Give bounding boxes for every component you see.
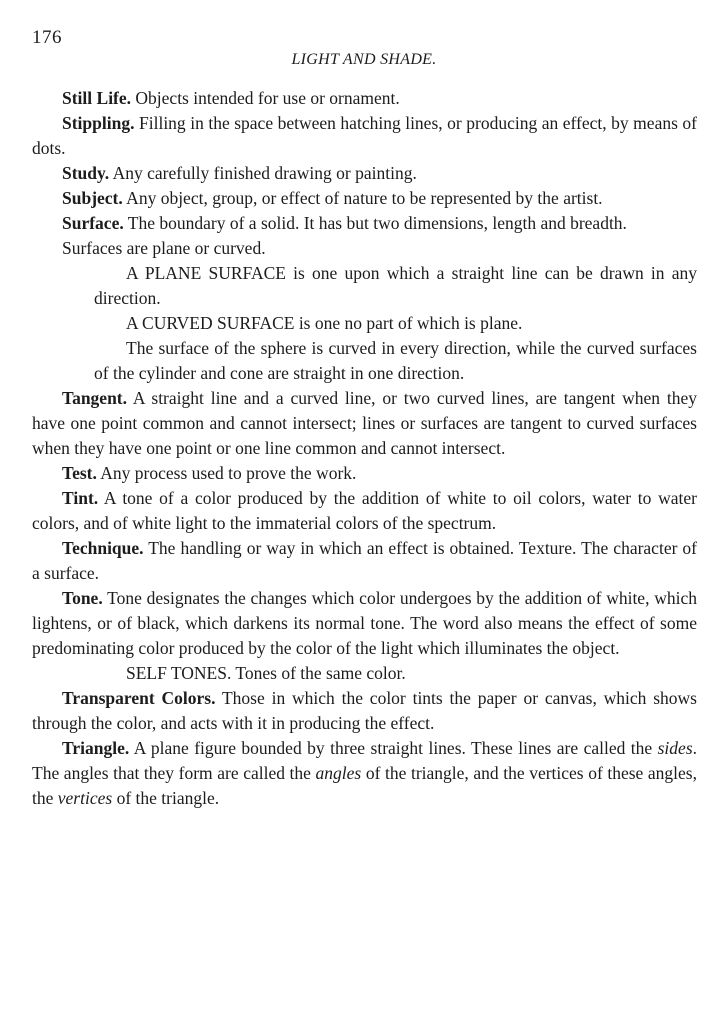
definition-text: The boundary of a solid. It has but two dimensions, length and breadth. [123, 213, 627, 233]
definition-paragraph [32, 211, 697, 236]
body-text [32, 86, 697, 811]
definition-text: A PLANE SURFACE is one upon which a straight line can be drawn in any direction. [94, 263, 697, 308]
term-label: Tone. [62, 588, 103, 608]
definition-text: The surface of the sphere is curved in every direction, while the curved surfaces of the cylinder and cone are straight in one direction. [94, 338, 697, 383]
sub-paragraph [94, 661, 697, 686]
definition-paragraph [32, 536, 697, 586]
definition-text: . The angles that they form are called the [32, 738, 697, 783]
definition-text: SELF TONES. Tones of the same color. [126, 663, 406, 683]
definition-text: The handling or way in which an effect is obtained. Texture. The character of a surface. [32, 538, 697, 583]
definition-paragraph [32, 686, 697, 736]
term-label: Test. [62, 463, 97, 483]
definition-text: Tone designates the changes which color undergoes by the addition of white, which lightens, or of black, which darkens its normal tone. The word also means the effect of some predominating color produced by the color of the light which illuminates the object. [32, 588, 697, 658]
sub-paragraph [94, 311, 697, 336]
term-label: Tangent. [62, 388, 128, 408]
definition-paragraph [32, 586, 697, 661]
sub-paragraph [94, 336, 697, 386]
page-number: 176 [32, 27, 62, 48]
definition-paragraph [32, 161, 697, 186]
term-label: Study. [62, 163, 110, 183]
definition-text: A plane figure bounded by three straight lines. These lines are called the [129, 738, 658, 758]
definition-text: Filling in the space between hatching lines, or producing an effect, by means of dots. [32, 113, 697, 158]
definition-paragraph [32, 386, 697, 461]
definition-paragraph [32, 736, 697, 811]
definition-paragraph [32, 461, 697, 486]
running-head: LIGHT AND SHADE. [291, 51, 437, 68]
definition-text: Any object, group, or effect of nature to be represented by the artist. [122, 188, 603, 208]
definition-paragraph [32, 486, 697, 536]
term-label: Still Life. [62, 88, 132, 108]
term-label: Surface. [62, 213, 124, 233]
term-label: Tint. [62, 488, 99, 508]
term-label: Transparent Colors. [62, 688, 216, 708]
term-label: Technique. [62, 538, 144, 558]
term-label: Subject. [62, 188, 123, 208]
definition-paragraph [32, 111, 697, 161]
definition-text: sides [657, 738, 693, 758]
definition-text: of the triangle, and the vertices of these angles, the [32, 763, 697, 808]
definition-text: Any process used to prove the work. [96, 463, 357, 483]
sub-paragraph [94, 261, 697, 311]
definition-text: Surfaces are plane or curved. [62, 238, 266, 258]
definition-paragraph [32, 236, 697, 261]
definition-text: Any carefully finished drawing or painting. [109, 163, 417, 183]
definition-paragraph [32, 186, 697, 211]
definition-text: A tone of a color produced by the addition of white to oil colors, water to water colors, and of white light to the immaterial colors of the spectrum. [32, 488, 697, 533]
term-label: Stippling. [62, 113, 135, 133]
term-label: Triangle. [62, 738, 130, 758]
definition-text: angles [315, 763, 362, 783]
definition-text: A straight line and a curved line, or two curved lines, are tangent when they have one point common and cannot intersect; lines or surfaces are tangent to curved surfaces when they have one point or one line common and cannot intersect. [32, 388, 697, 458]
definition-text: vertices [57, 788, 113, 808]
definition-text: of the triangle. [112, 788, 220, 808]
definition-text: A CURVED SURFACE is one no part of which is plane. [126, 313, 523, 333]
definition-paragraph [32, 86, 697, 111]
definition-text: Objects intended for use or ornament. [131, 88, 400, 108]
definition-text: Those in which the color tints the paper or canvas, which shows through the color, and acts with it in producing the effect. [32, 688, 697, 733]
